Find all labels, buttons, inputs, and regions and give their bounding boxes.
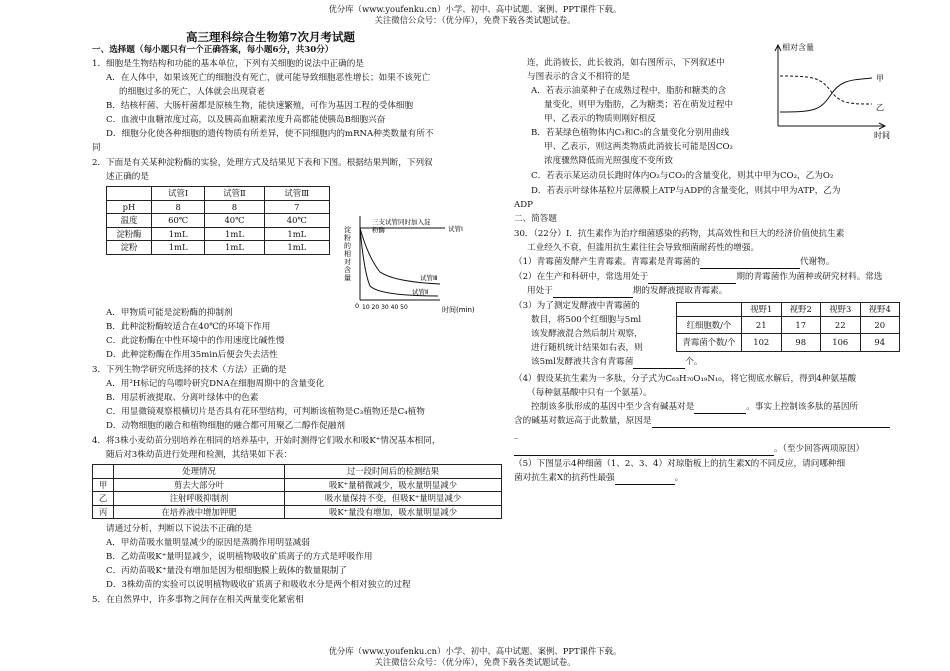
table-cell: 甲 <box>93 478 114 492</box>
q5-option-d: D．若表示叶绿体基粒片层薄膜上ATP与ADP的含量变化，则其中甲为ATP，乙为 <box>531 186 841 196</box>
table-row <box>93 478 502 492</box>
q3-option-a: A．用³H标记的鸟嘌呤研究DNA在细胞周期中的含量变化 <box>106 379 325 389</box>
table-cell: 淀粉 <box>107 241 152 255</box>
q30-part-3-text: 该5ml发酵液共含有青霉菌 <box>531 357 634 367</box>
section-2-heading: 二、简答题 <box>514 214 557 224</box>
table-cell: 淀粉酶 <box>107 227 152 241</box>
answer-blank[interactable] <box>700 258 800 269</box>
q1-option-a: A．在人体中，如果该死亡的细胞没有死亡，就可能导致细胞恶性增长；如果不该死亡 <box>106 73 431 83</box>
q1-option-d-cont: 同 <box>92 143 101 153</box>
table-cell: 视野1 <box>742 303 782 317</box>
footer-line-1: 优分库（www.youfenku.cn）小学、初中、高中试题、案例、PPT课件下载。 <box>328 646 622 656</box>
q5-option-a-cont-2: 甲、乙表示的物质则刚好相反 <box>544 114 656 124</box>
answer-blank[interactable] <box>553 287 633 298</box>
footer-line-2: 关注微信公众号：（优分库），免费下载各类试题试卷。 <box>374 657 576 667</box>
q2-stem: 2．下面是有关某种淀粉酶的实验，处理方式及结果见下表和下图。根据结果判断，下列叙 <box>92 158 433 168</box>
table-cell: 温度 <box>107 214 152 228</box>
table-cell: 1mL <box>152 227 205 241</box>
q30-part-3-e <box>531 356 703 369</box>
table-cell: 红细胞数/个 <box>677 316 742 334</box>
answer-blank[interactable] <box>633 358 685 369</box>
table-cell: 试管Ⅰ <box>152 187 205 201</box>
q4-prompt: 请通过分析，判断以下说法不正确的是 <box>106 524 253 534</box>
graph-origin: 0 <box>355 302 360 310</box>
table-row <box>107 214 330 228</box>
table-cell: 102 <box>742 334 782 352</box>
q30-part-3-d: 进行随机统计结果如右表，则 <box>531 343 643 353</box>
q30-part-4: （4）假设某抗生素为一多肽，分子式为C₆₃H₇₀O₁₉N₁₀，将它彻底水解后，得到4种氨基酸 <box>514 374 857 384</box>
curve-jia <box>780 78 872 112</box>
q5-stem-cont-2: 与图表示的含义不相符的是 <box>527 72 631 82</box>
table-cell: 1mL <box>264 227 329 241</box>
q30-part-2-tail: 期的青霉菌作为菌种或研究材料。常选 <box>736 272 883 282</box>
q30-part-1-tail: 代谢物。 <box>799 257 835 267</box>
q4-option-b: B．乙幼苗吸K⁺量明显减少，说明植物吸收矿质离子的方式是呼吸作用 <box>106 552 373 562</box>
q4-option-d: D．3株幼苗的实验可以说明植物吸收矿质离子和吸收水分是两个相对独立的过程 <box>106 580 411 590</box>
header-line-2: 关注微信公众号：（优分库），免费下载各类试题试卷。 <box>374 15 576 25</box>
q5-option-a: A．若表示油菜种子在成熟过程中，脂肪和糖类的含 <box>531 86 727 96</box>
q5-option-c: C．若表示某运动员长跑时体内O₂与CO₂的含量变化，则其中甲为CO₂，乙为O₂ <box>531 171 834 181</box>
q2-option-a: A．甲物质可能是淀粉酶的抑制剂 <box>106 308 233 318</box>
table-cell: 1mL <box>205 241 264 255</box>
table-cell: 吸K⁺量稍微减少，吸水量明显减少 <box>285 478 502 492</box>
curve-yi <box>780 76 872 104</box>
table-cell: 注射呼吸抑制剂 <box>114 492 285 506</box>
table-cell: 处理情况 <box>114 465 285 479</box>
table-cell: 试管Ⅱ <box>205 187 264 201</box>
q30-intro: 30．（22分）Ⅰ．抗生素作为治疗细菌感染的药物，其高效性和巨大的经济价值使抗生素 <box>514 229 845 239</box>
graph-xticks: 10 20 30 40 50 <box>362 304 408 311</box>
q3-option-c: C．用显微镜观察根横切片是否具有花环型结构，可判断该植物是C₃植物还是C₄植物 <box>106 407 425 417</box>
curve-tube-2 <box>360 228 438 296</box>
q5-stem: 5．在自然界中，许多事物之间存在相关两量变化紧密相 <box>92 595 304 605</box>
table-cell: 丙 <box>93 505 114 519</box>
section-1-heading: 一、选择题（每小题只有一个正确答案，每小题6分，共30分） <box>92 45 334 55</box>
q5-option-b-cont-2: 浓度骤然降低而光照强度不变所致 <box>544 156 673 166</box>
starch-graph <box>340 212 510 317</box>
header-line-1: 优分库（www.youfenku.cn）小学、初中、高中试题、案例、PPT课件下载。 <box>328 4 622 14</box>
table-cell: 过一段时间后的检测结果 <box>285 465 502 479</box>
q30-part-4-text-2: 含的碱基对数远高于此数量，原因是 <box>514 416 652 426</box>
table-cell: 青霉菌个数/个 <box>677 334 742 352</box>
q30-part-5: （5）下图显示4种细菌（1、2、3、4）对琼脂板上的抗生素X的不同反应，请问哪种细 <box>514 459 846 469</box>
table-header-row <box>93 465 502 479</box>
graph-xlabel: 时间 <box>874 131 890 140</box>
q1-option-a-cont: 的细胞过多的死亡，人体就会出现衰老 <box>119 87 266 97</box>
q30-part-3: （3）为了测定发酵液中青霉菌的 <box>514 301 640 311</box>
q2-stem-cont: 述正确的是 <box>106 172 149 182</box>
table-cell: 17 <box>781 316 821 334</box>
table-row <box>93 505 502 519</box>
table-cell: 视野3 <box>821 303 861 317</box>
q30-part-4-c <box>531 401 858 414</box>
seedling-table <box>92 464 502 519</box>
graph-note-2: 粉酶 <box>372 226 385 234</box>
table-row <box>93 492 502 506</box>
enzyme-table <box>106 186 330 255</box>
q30-part-4-tail: 。事实上控制该多肽的基因所 <box>746 402 859 412</box>
table-header-row <box>677 303 900 317</box>
table-cell: 1mL <box>264 241 329 255</box>
table-cell: 20 <box>860 316 900 334</box>
q3-option-d: D．动物细胞的融合和植物细胞的融合都可用聚乙二醇作促融剂 <box>106 421 345 431</box>
q4-stem: 4．将3株小麦幼苗分别培养在相同的培养基中，开始时测得它们吸水和吸K⁺情况基本相同， <box>92 436 441 446</box>
q30-part-3-c: 该发酵液混合然后制片观察， <box>531 329 643 339</box>
q5-option-d-cont: ADP <box>514 200 533 210</box>
page-title: 高三理科综合生物第7次月考试题 <box>186 30 355 44</box>
table-row <box>677 316 900 334</box>
q4-option-a: A．甲幼苗吸水量明显减少的原因是蒸腾作用明显减弱 <box>106 538 310 548</box>
relative-content-graph <box>760 40 910 140</box>
label-tube-3: 试管Ⅲ <box>420 274 438 282</box>
table-cell: 106 <box>821 334 861 352</box>
table-cell <box>677 303 742 317</box>
q30-part-2 <box>514 271 882 284</box>
q30-part-4-e <box>514 443 864 456</box>
table-header-row <box>107 187 330 201</box>
table-cell: 乙 <box>93 492 114 506</box>
table-cell: 1mL <box>205 227 264 241</box>
q3-stem: 3．下列生物学研究所选择的技术（方法）正确的是 <box>92 365 287 375</box>
q30-intro-cont: 工业经久不衰，但滥用抗生素往往会导致细菌耐药性的增强。 <box>527 243 760 253</box>
table-cell: 吸K⁺量没有增加，吸水量明显减少 <box>285 505 502 519</box>
answer-blank[interactable] <box>615 474 675 485</box>
q3-option-b: B．用层析液提取、分离叶绿体中的色素 <box>106 393 259 403</box>
q1-option-c: C．血液中血糖浓度过高，以及胰高血糖素浓度升高都能使胰岛B细胞兴奋 <box>106 115 386 125</box>
q30-part-5-tail: 。 <box>674 473 684 483</box>
table-cell: 7 <box>264 200 329 214</box>
table-cell: 在培养液中增加钾肥 <box>114 505 285 519</box>
table-cell: 剪去大部分叶 <box>114 478 285 492</box>
q30-part-4-text: 控制该多肽形成的基因中至少含有碱基对是 <box>531 402 695 412</box>
label-tube-2: 试管Ⅱ <box>412 288 429 296</box>
table-cell: 40℃ <box>264 214 329 228</box>
penicillium-table <box>676 302 900 352</box>
answer-blank[interactable] <box>652 417 890 428</box>
q30-part-1-text: （1）青霉菌发酵产生青霉素。青霉素是青霉菌的 <box>514 257 700 267</box>
q30-part-4-tail-2: 。（至少回答两项原因） <box>774 444 865 454</box>
answer-blank[interactable] <box>514 445 774 456</box>
table-cell: 1mL <box>152 241 205 255</box>
graph-xlabel: 时间(min) <box>442 306 475 314</box>
label-tube-1: 试管Ⅰ <box>448 225 463 233</box>
table-row <box>677 334 900 352</box>
table-cell: 视野4 <box>860 303 900 317</box>
table-cell: 60℃ <box>152 214 205 228</box>
table-cell: pH <box>107 200 152 214</box>
table-cell <box>107 187 152 201</box>
q1-option-b: B．结核杆菌、大肠杆菌都是原核生物，能快速繁殖，可作为基因工程的受体细胞 <box>106 101 414 111</box>
q30-part-4-b: （每种氨基酸中只有一个氨基）。 <box>527 388 652 398</box>
table-cell: 40℃ <box>205 214 264 228</box>
q30-part-5-b <box>514 472 683 485</box>
q4-option-c: C．丙幼苗吸K⁺量没有增加是因为根细胞膜上载体的数量限制了 <box>106 566 347 576</box>
q30-part-2-text: （2）在生产和科研中，常选用处于 <box>514 272 649 282</box>
table-cell: 8 <box>205 200 264 214</box>
label-jia: 甲 <box>876 74 884 83</box>
q30-part-3-b: 数目，将500个红细胞与5ml <box>531 315 642 325</box>
q2-option-b: B．此种淀粉酶较适合在40℃的环境下作用 <box>106 322 271 332</box>
table-row <box>107 227 330 241</box>
q2-option-d: D．此种淀粉酶在作用35min后便会失去活性 <box>106 350 278 360</box>
q30-part-2-text-2: 用处于 <box>527 286 553 296</box>
q1-option-d: D．细胞分化使各种细胞的遗传物质有所差异，使不同细胞内的mRNA种类数量有所不 <box>106 129 434 139</box>
table-cell: 22 <box>821 316 861 334</box>
q30-part-2-cont <box>527 285 727 298</box>
q1-stem: 1．细胞是生物结构和功能的基本单位，下列有关细胞的说法中正确的是 <box>92 59 364 69</box>
table-row <box>107 200 330 214</box>
table-cell: 视野2 <box>781 303 821 317</box>
table-cell: 吸水量保持不变，但吸K⁺量明显减少 <box>285 492 502 506</box>
q30-part-2-tail-2: 期的发酵液提取青霉素。 <box>632 286 728 296</box>
graph-ylabel: 相对含量 <box>782 43 814 52</box>
answer-blank[interactable] <box>694 403 746 414</box>
q5-stem-cont: 连，此消彼长，此长彼消，如右图所示，下列叙述中 <box>527 58 725 68</box>
answer-blank[interactable] <box>648 273 736 284</box>
table-row <box>107 241 330 255</box>
q5-option-b: B．若某绿色植物体内C₃和C₅的含量变化分别用曲线 <box>531 128 730 138</box>
q30-part-1 <box>514 256 834 269</box>
table-cell: 8 <box>152 200 205 214</box>
graph-note: 三支试管同时加入淀 <box>372 218 431 226</box>
q30-part-5-text: 菌对抗生素X的抗药性最强 <box>514 473 615 483</box>
label-yi: 乙 <box>876 103 884 112</box>
table-cell: 98 <box>781 334 821 352</box>
q30-part-4-underscore: _ <box>514 430 519 440</box>
graph-ylabel: 淀粉的相对含量 <box>344 226 351 282</box>
q4-stem-cont: 随后对3株幼苗进行处理和检测，其结果如下表： <box>106 450 292 460</box>
q30-part-3-tail: 个。 <box>685 357 703 367</box>
table-cell: 94 <box>860 334 900 352</box>
table-cell: 21 <box>742 316 782 334</box>
q5-option-b-cont: 甲、乙表示，则这两类物质此消彼长可能是因CO₂ <box>544 142 733 152</box>
table-cell: 试管Ⅲ <box>264 187 329 201</box>
table-cell <box>93 465 114 479</box>
q2-option-c: C．此淀粉酶在中性环境中的作用速度比碱性慢 <box>106 336 285 346</box>
q30-part-4-d <box>514 415 890 428</box>
q5-option-a-cont: 量变化，则甲为脂肪，乙为糖类；若在萌发过程中 <box>544 100 734 110</box>
